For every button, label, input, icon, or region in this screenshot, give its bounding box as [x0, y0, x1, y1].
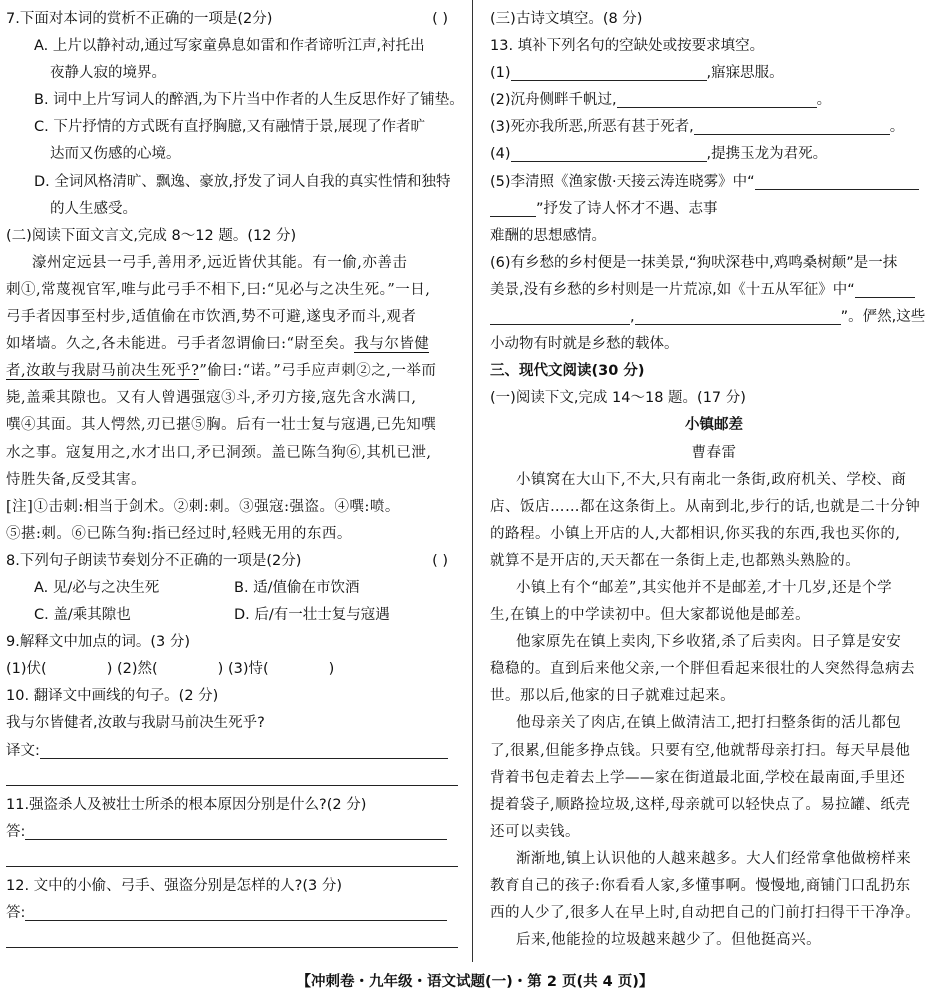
passage-line: 濠州定远县一弓手,善用矛,远近皆伏其能。有一偷,亦善击 — [32, 254, 408, 271]
q12-answer: 答: — [6, 900, 458, 927]
q7-option-c: C. 下片抒情的方式既有直抒胸臆,又有融情于景,展现了作者旷 — [34, 119, 426, 136]
fill-blank[interactable] — [635, 306, 841, 325]
q12-stem: 12. 文中的小偷、弓手、强盗分别是怎样的人?(3 分) — [6, 878, 343, 894]
q7-option-a: A. 上片以静衬动,通过写家童鼻息如雷和作者谛听江声,衬托出 — [34, 38, 425, 55]
q7-stem: 7.下面对本词的赏析不正确的一项是(2分) ( ) — [6, 6, 458, 33]
fill-blank[interactable] — [755, 171, 919, 190]
passage-line: 恃胜失备,反受其害。 — [6, 471, 147, 488]
q8-options-row-2 — [6, 602, 458, 629]
passage-line: 了,很累,但能多挣点钱。只要有空,他就帮母亲打扫。每天早晨他 — [490, 742, 911, 759]
passage-line: 还可以卖钱。 — [490, 823, 580, 840]
fill-blank[interactable] — [617, 89, 817, 108]
answer-line[interactable] — [40, 740, 448, 759]
passage-line: 稳稳的。直到后来他父亲,一个胖但看起来很壮的人突然得急病去 — [490, 661, 916, 678]
passage-line: 后来,他能捡的垃圾越来越少了。但他挺高兴。 — [516, 932, 822, 949]
q9-blanks: (1)伏( ) (2)然( ) (3)恃( ) — [6, 661, 335, 678]
passage-line: 生,在镇上的中学读初中。但大家都说他是邮差。 — [490, 607, 811, 624]
passage-line: 提着袋子,顺路捡垃圾,这样,母亲就可以轻快点了。易拉罐、纸壳 — [490, 796, 911, 813]
passage-line: 就算不是开店的,天天都在一条街上走,也都熟头熟脸的。 — [490, 552, 861, 569]
q7-option-a-cont: 夜静人寂的境界。 — [50, 65, 166, 82]
annotation-cont: ⑤揕:刺。⑥已陈刍狗:指已经过时,轻贱无用的东西。 — [6, 525, 352, 542]
article-author: 曹春雷 — [691, 444, 737, 461]
passage-line: 刺①,常蔑视官军,唯与此弓手不相下,曰:“见必与之决生死。”一日, — [6, 281, 431, 298]
column-divider — [472, 0, 473, 962]
underlined-sentence-cont: 者,汝敢与我尉马前决生死乎? — [6, 363, 200, 380]
answer-line[interactable] — [6, 848, 458, 867]
passage-line: 店、饭店……都在这条街上。从南到北,步行的话,也就是二十分钟 — [490, 498, 921, 515]
passage-line: 世。那以后,他家的日子就难过起来。 — [490, 688, 736, 705]
q13-fill-2: (2)沉舟侧畔千帆过, 。 — [490, 87, 938, 114]
right-column — [490, 6, 938, 954]
article-title: 小镇邮差 — [685, 417, 743, 434]
underlined-sentence: 我与尔皆健 — [354, 336, 430, 353]
passage-line: 渐渐地,镇上认识他的人越来越多。大人们经常拿他做榜样来 — [516, 850, 912, 867]
passage-line: 噀④其面。其人愕然,刃已揕⑤胸。后有一壮士复与寇遇,已先知噀 — [6, 417, 437, 434]
q13-fill-5-cont: ”抒发了诗人怀才不遇、志事 — [490, 196, 938, 223]
answer-paren[interactable]: ( ) — [432, 552, 448, 569]
section-2-heading: (二)阅读下面文言文,完成 8～12 题。(12 分) — [6, 227, 297, 244]
q13-fill-3: (3)死亦我所恶,所恶有甚于死者, 。 — [490, 114, 938, 141]
answer-paren[interactable]: ( ) — [432, 11, 448, 27]
q12-answer-extra — [6, 927, 458, 954]
fill-blank[interactable] — [511, 62, 707, 81]
q13-fill-5-end: 难酬的思想感情。 — [490, 227, 606, 244]
passage-line: 水之事。寇复用之,水才出口,矛已洞颈。盖已陈刍狗⑥,其机已泄, — [6, 444, 432, 461]
q13-fill-6-cont: 美景,没有乡愁的乡村则是一片荒凉,如《十五从军征》中“ — [490, 277, 938, 304]
fill-blank[interactable] — [490, 198, 536, 217]
q7-option-d: D. 全词风格清旷、飘逸、豪放,抒发了词人自我的真实性情和独特 — [34, 173, 451, 190]
passage-line: 他母亲关了肉店,在镇上做清洁工,把打扫整条街的活儿都包 — [516, 715, 902, 732]
q10-sentence: 我与尔皆健者,汝敢与我尉马前决生死乎? — [6, 715, 265, 732]
q8-option-c: C. 盖/乘其隙也 — [34, 607, 131, 624]
passage-line: 西的人少了,很多人在早上时,自动把自己的门前打扫得干干净净。 — [490, 905, 921, 922]
passage-line: 的路程。小镇上开店的人,大都相识,你买我的东西,我也买你的, — [490, 525, 901, 542]
passage-line: 小镇窝在大山下,不大,只有南北一条街,政府机关、学校、商 — [516, 471, 907, 488]
q13-fill-1: (1) ,寤寐思服。 — [490, 60, 938, 87]
q13-fill-6-end: 小动物有时就是乡愁的载体。 — [490, 336, 679, 353]
q9-stem: 9.解释文中加点的词。(3 分) — [6, 634, 190, 651]
q13-fill-5: (5)李清照《渔家傲·天接云涛连晓雾》中“ — [490, 169, 938, 196]
passage-line: 如堵墙。久之,各未能进。弓手者忽谓偷曰:“尉至矣。我与尔皆健 — [6, 336, 430, 353]
q11-answer: 答: — [6, 819, 458, 846]
answer-line[interactable] — [25, 902, 447, 921]
q10-stem: 10. 翻译文中画线的句子。(2 分) — [6, 688, 219, 705]
q7-option-d-cont: 的人生感受。 — [50, 200, 137, 217]
fill-blank[interactable] — [511, 143, 707, 162]
q7-option-c-cont: 达而又伤感的心境。 — [50, 146, 181, 163]
left-column — [6, 6, 464, 954]
q8-options-row-1 — [6, 575, 458, 602]
q7-option-b: B. 词中上片写词人的醉酒,为下片当中作者的人生反思作好了铺垫。 — [34, 92, 464, 109]
q10-answer: 译文: — [6, 738, 458, 765]
answer-line[interactable] — [6, 767, 458, 786]
modern-passage — [490, 467, 938, 955]
page-footer: 【冲刺卷・九年级・语文试题(一)・第 2 页(共 4 页)】 — [296, 974, 654, 990]
reading-1-heading: (一)阅读下文,完成 14～18 题。(17 分) — [490, 390, 746, 407]
answer-line[interactable] — [6, 929, 458, 948]
q10-answer-extra — [6, 765, 458, 792]
q13-fill-6: (6)有乡愁的乡村便是一抹美景,“狗吠深巷中,鸡鸣桑树颠”是一抹 — [490, 254, 898, 271]
q13-fill-6-blanks: , ”。俨然,这些 — [490, 304, 938, 331]
passage-line: 小镇上有个“邮差”,其实他并不是邮差,才十几岁,还是个学 — [516, 579, 893, 596]
q13-fill-4: (4) ,提携玉龙为君死。 — [490, 141, 938, 168]
classical-passage — [6, 250, 458, 548]
q8-option-a: A. 见/必与之决生死 — [34, 579, 160, 596]
fill-blank[interactable] — [490, 306, 630, 325]
q8-option-d: D. 后/有一壮士复与寇遇 — [234, 607, 390, 624]
passage-line: 毙,盖乘其隙也。又有人曾遇强寇③斗,矛刃方接,寇先含水满口, — [6, 390, 417, 407]
q8-stem: 8.下列句子朗读节奏划分不正确的一项是(2分) ( ) — [6, 548, 458, 575]
section-3-heading: (三)古诗文填空。(8 分) — [490, 11, 643, 27]
q11-answer-extra — [6, 846, 458, 873]
annotation: [注]①击刺:相当于剑术。②刺:刺。③强寇:强盗。④噀:喷。 — [6, 498, 400, 515]
q11-stem: 11.强盗杀人及被壮士所杀的根本原因分别是什么?(2 分) — [6, 796, 367, 813]
passage-line: 背着书包走着去上学——家在街道最北面,学校在最南面,手里还 — [490, 769, 906, 786]
passage-line: 者,汝敢与我尉马前决生死乎?”偷曰:“诺。”弓手应声刺②之,一举而 — [6, 363, 437, 380]
q8-option-b: B. 适/值偷在市饮酒 — [234, 579, 360, 596]
q13-stem: 13. 填补下列名句的空缺处或按要求填空。 — [490, 38, 765, 55]
fill-blank[interactable] — [694, 116, 890, 135]
passage-line: 他家原先在镇上卖肉,下乡收猪,杀了后卖肉。日子算是安安 — [516, 634, 902, 651]
passage-line: 教育自己的孩子:你看看人家,多懂事啊。慢慢地,商铺门口乱扔东 — [490, 878, 911, 894]
passage-line: 弓手者因事至村步,适值偷在市饮酒,势不可避,遂曳矛而斗,观者 — [6, 309, 417, 326]
fill-blank[interactable] — [855, 279, 915, 298]
part-3-heading: 三、现代文阅读(30 分) — [490, 363, 645, 380]
answer-line[interactable] — [25, 821, 447, 840]
